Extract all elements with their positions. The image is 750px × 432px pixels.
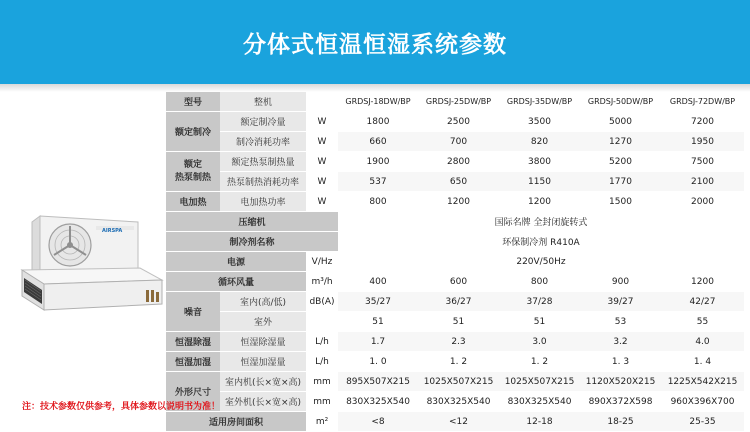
table-header-row xyxy=(166,92,744,112)
cell: 537 xyxy=(338,172,418,192)
cell: 1900 xyxy=(338,152,418,172)
row-unit: W xyxy=(306,152,338,172)
cell: 51 xyxy=(499,312,580,332)
cell: 1200 xyxy=(661,272,744,292)
cell: 1.7 xyxy=(338,332,418,352)
table-row xyxy=(166,252,744,272)
row-label: 额定热泵制热量 xyxy=(220,152,306,172)
row-power-label: 电源 xyxy=(166,252,306,272)
row-label: 室外 xyxy=(220,312,306,332)
row-label: 室内(高/低) xyxy=(220,292,306,312)
cell: 51 xyxy=(338,312,418,332)
row-unit: m² xyxy=(306,412,338,432)
cell: 800 xyxy=(338,192,418,212)
cell: 37/28 xyxy=(499,292,580,312)
model-3: GRDSJ-35DW/BP xyxy=(499,92,580,112)
table-row xyxy=(166,332,744,352)
row-label: 室内机(长×宽×高) xyxy=(220,372,306,392)
group-cooling: 额定制冷 xyxy=(166,112,220,152)
table-row xyxy=(166,292,744,312)
cell: 2000 xyxy=(661,192,744,212)
row-power-value: 220V/50Hz xyxy=(338,252,744,272)
cell: 7200 xyxy=(661,112,744,132)
cell: 1120X520X215 xyxy=(580,372,661,392)
row-label: 热泵制热消耗功率 xyxy=(220,172,306,192)
cell: 1200 xyxy=(418,192,499,212)
cell: 820 xyxy=(499,132,580,152)
group-dimensions: 外形尺寸 xyxy=(166,372,220,412)
cell: 400 xyxy=(338,272,418,292)
table-row xyxy=(166,272,744,292)
cell: 1025X507X215 xyxy=(418,372,499,392)
table-row xyxy=(166,392,744,412)
row-unit: W xyxy=(306,172,338,192)
row-unit xyxy=(306,312,338,332)
model-1: GRDSJ-18DW/BP xyxy=(338,92,418,112)
row-room-area-label: 适用房间面积 xyxy=(166,412,306,432)
cell: 1225X542X215 xyxy=(661,372,744,392)
row-label: 恒湿加湿量 xyxy=(220,352,306,372)
cell: 5000 xyxy=(580,112,661,132)
cell: 1150 xyxy=(499,172,580,192)
cell: 700 xyxy=(418,132,499,152)
cell: 1. 2 xyxy=(499,352,580,372)
cell: 1800 xyxy=(338,112,418,132)
cell: 830X325X540 xyxy=(499,392,580,412)
cell: 18-25 xyxy=(580,412,661,432)
cell: 1500 xyxy=(580,192,661,212)
cell: 55 xyxy=(661,312,744,332)
row-label: 电加热功率 xyxy=(220,192,306,212)
cell: 1270 xyxy=(580,132,661,152)
header-model-label: 型号 xyxy=(166,92,220,112)
cell: 895X507X215 xyxy=(338,372,418,392)
row-unit: m³/h xyxy=(306,272,338,292)
header-blank xyxy=(306,92,338,112)
row-unit: W xyxy=(306,132,338,152)
cell: 42/27 xyxy=(661,292,744,312)
group-electric-heat: 电加热 xyxy=(166,192,220,212)
row-label: 恒湿除湿量 xyxy=(220,332,306,352)
footnote: 注：技术参数仅供参考，具体参数以说明书为准！ xyxy=(22,402,221,412)
row-unit: mm xyxy=(306,392,338,412)
table-row xyxy=(166,132,744,152)
cell: 1950 xyxy=(661,132,744,152)
cell: 7500 xyxy=(661,152,744,172)
cell: 2800 xyxy=(418,152,499,172)
cell: 5200 xyxy=(580,152,661,172)
table-row xyxy=(166,172,744,192)
table-row xyxy=(166,212,744,232)
cell: 900 xyxy=(580,272,661,292)
row-unit: L/h xyxy=(306,352,338,372)
cell: 12-18 xyxy=(499,412,580,432)
row-compressor-value: 国际名牌 全封闭旋转式 xyxy=(338,212,744,232)
cell: 2500 xyxy=(418,112,499,132)
cell: <8 xyxy=(338,412,418,432)
table-row xyxy=(166,232,744,252)
table-row xyxy=(166,192,744,212)
row-unit: W xyxy=(306,112,338,132)
cell: 36/27 xyxy=(418,292,499,312)
cell: 1. 3 xyxy=(580,352,661,372)
row-unit: V/Hz xyxy=(306,252,338,272)
cell: 35/27 xyxy=(338,292,418,312)
row-unit: L/h xyxy=(306,332,338,352)
table-row xyxy=(166,352,744,372)
group-noise: 噪音 xyxy=(166,292,220,332)
row-unit: mm xyxy=(306,372,338,392)
row-unit: W xyxy=(306,192,338,212)
spec-table xyxy=(166,92,744,432)
cell: 25-35 xyxy=(661,412,744,432)
header-unit-label: 整机 xyxy=(220,92,306,112)
cell: 2100 xyxy=(661,172,744,192)
cell: 830X325X540 xyxy=(418,392,499,412)
row-compressor-label: 压缩机 xyxy=(166,212,338,232)
model-2: GRDSJ-25DW/BP xyxy=(418,92,499,112)
cell: 650 xyxy=(418,172,499,192)
row-label: 室外机(长×宽×高) xyxy=(220,392,306,412)
row-refrigerant-label: 制冷剂名称 xyxy=(166,232,338,252)
cell: 830X325X540 xyxy=(338,392,418,412)
brand-logo: AIRSPA xyxy=(102,228,123,234)
table-row xyxy=(166,152,744,172)
row-label: 额定制冷量 xyxy=(220,112,306,132)
row-refrigerant-value: 环保制冷剂 R410A xyxy=(338,232,744,252)
cell: 3.0 xyxy=(499,332,580,352)
cell: <12 xyxy=(418,412,499,432)
group-dehumidify: 恒湿除湿 xyxy=(166,332,220,352)
indoor-unit xyxy=(22,268,162,310)
cell: 53 xyxy=(580,312,661,332)
cell: 1. 2 xyxy=(418,352,499,372)
cell: 51 xyxy=(418,312,499,332)
cell: 800 xyxy=(499,272,580,292)
cell: 4.0 xyxy=(661,332,744,352)
model-4: GRDSJ-50DW/BP xyxy=(580,92,661,112)
table-row xyxy=(166,112,744,132)
cell: 1770 xyxy=(580,172,661,192)
cell: 3500 xyxy=(499,112,580,132)
cell: 39/27 xyxy=(580,292,661,312)
table-row xyxy=(166,372,744,392)
model-5: GRDSJ-72DW/BP xyxy=(661,92,744,112)
cell: 2.3 xyxy=(418,332,499,352)
cell: 3800 xyxy=(499,152,580,172)
product-image xyxy=(10,212,170,332)
row-airflow-label: 循环风量 xyxy=(166,272,306,292)
cell: 1200 xyxy=(499,192,580,212)
table-row xyxy=(166,312,744,332)
page-title: 分体式恒温恒湿系统参数 xyxy=(243,31,507,58)
cell: 660 xyxy=(338,132,418,152)
cell: 960X396X700 xyxy=(661,392,744,412)
cell: 1025X507X215 xyxy=(499,372,580,392)
banner-shadow xyxy=(0,84,750,92)
cell: 3.2 xyxy=(580,332,661,352)
cell: 1. 4 xyxy=(661,352,744,372)
cell: 890X372X598 xyxy=(580,392,661,412)
group-humidify: 恒湿加湿 xyxy=(166,352,220,372)
cell: 1. 0 xyxy=(338,352,418,372)
cell: 600 xyxy=(418,272,499,292)
group-heating: 额定 热泵制热 xyxy=(166,152,220,192)
row-label: 制冷消耗功率 xyxy=(220,132,306,152)
outdoor-unit xyxy=(32,216,138,276)
row-unit: dB(A) xyxy=(306,292,338,312)
